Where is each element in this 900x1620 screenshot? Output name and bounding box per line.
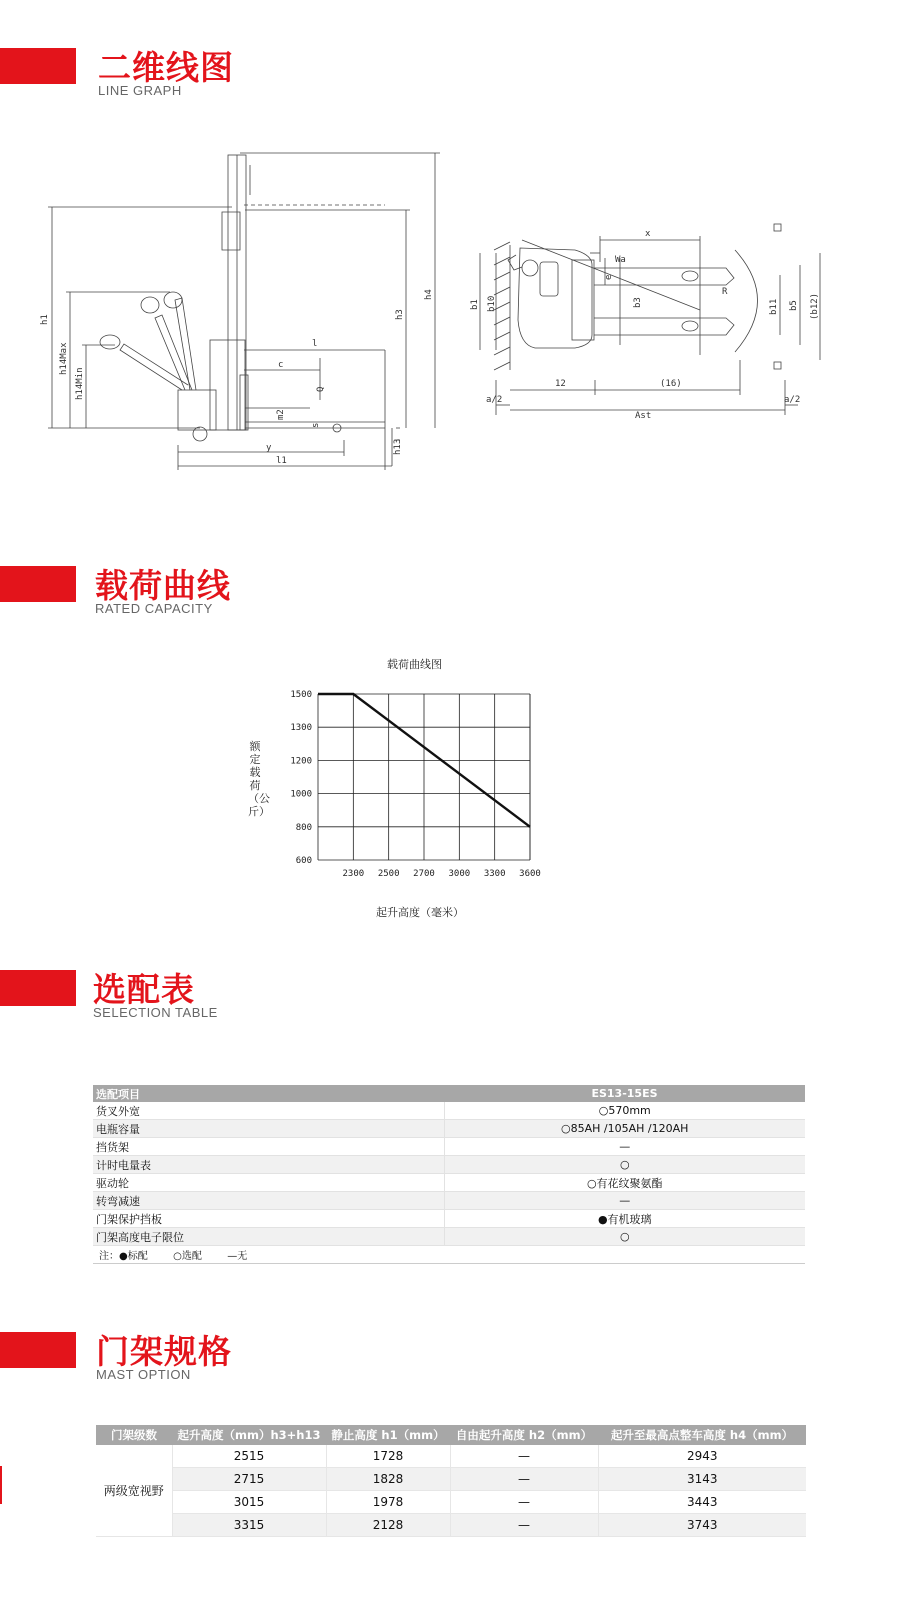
section-subtitle-rated-capacity: RATED CAPACITY — [95, 601, 213, 616]
selection-table — [93, 1085, 805, 1264]
option-name: 门架保护挡板 — [93, 1210, 444, 1228]
y-tick-label: 800 — [295, 822, 312, 833]
y-tick-label: 1300 — [290, 723, 312, 734]
dim-label: b5 — [789, 300, 799, 311]
chart-y-axis-label: 额定载荷（公斤） — [248, 740, 270, 818]
table-row — [93, 1174, 805, 1192]
section-marker — [0, 1332, 76, 1368]
option-value: ○ — [444, 1156, 805, 1174]
table-header-row — [93, 1085, 805, 1102]
table-cell: 3015 — [172, 1491, 326, 1514]
table-cell: — — [450, 1445, 598, 1468]
dim-label: h14Min — [75, 367, 85, 400]
column-header: 起升至最高点整车高度 h4（mm） — [598, 1425, 806, 1445]
option-value: ●有机玻璃 — [444, 1210, 805, 1228]
column-header: 起升高度（mm）h3+h13 — [172, 1425, 326, 1445]
x-tick-label: 3300 — [483, 869, 506, 879]
table-row — [96, 1514, 806, 1537]
dim-label: b10 — [487, 295, 497, 312]
section-title-line-graph: 二维线图 — [98, 48, 234, 87]
option-value: — — [444, 1192, 805, 1210]
dim-label: a/2 — [486, 395, 503, 405]
column-header: 选配项目 — [93, 1085, 444, 1102]
legend-note-row — [93, 1246, 805, 1264]
option-value: ○有花纹聚氨酯 — [444, 1174, 805, 1192]
section-subtitle-selection-table: SELECTION TABLE — [93, 1005, 218, 1020]
dim-label: h13 — [393, 438, 403, 455]
dim-label: a/2 — [784, 395, 801, 405]
table-cell: — — [450, 1491, 598, 1514]
x-tick-label: 2300 — [342, 869, 365, 879]
dim-label: m2 — [276, 409, 286, 420]
option-value: ○85AH /105AH /120AH — [444, 1120, 805, 1138]
table-cell: 3443 — [598, 1491, 806, 1514]
mast-type-cell: 两级宽视野 — [96, 1445, 172, 1537]
table-cell: — — [450, 1514, 598, 1537]
table-cell: 2128 — [326, 1514, 450, 1537]
section-title-selection-table: 选配表 — [93, 970, 195, 1009]
dim-label: h3 — [395, 309, 405, 320]
table-cell: 2943 — [598, 1445, 806, 1468]
dim-label: Ast — [635, 411, 652, 421]
table-row — [96, 1445, 806, 1468]
mast-option-table — [96, 1425, 806, 1537]
dim-label: Q — [316, 386, 326, 392]
dim-label: l — [312, 339, 318, 349]
section-subtitle-line-graph: LINE GRAPH — [98, 83, 182, 98]
dim-label: (b12) — [810, 292, 820, 320]
table-row — [93, 1228, 805, 1246]
dim-label: y — [266, 443, 272, 453]
section-subtitle-mast-option: MAST OPTION — [96, 1367, 191, 1382]
x-tick-label: 3000 — [448, 869, 471, 879]
table-cell: 3743 — [598, 1514, 806, 1537]
table-row — [93, 1210, 805, 1228]
option-name: 电瓶容量 — [93, 1120, 444, 1138]
dim-label: (16) — [660, 379, 682, 389]
dim-label: h1 — [40, 314, 50, 325]
table-cell: 1978 — [326, 1491, 450, 1514]
dim-label: c — [278, 360, 284, 370]
table-cell: 2715 — [172, 1468, 326, 1491]
option-name: 计时电量表 — [93, 1156, 444, 1174]
section-title-mast-option: 门架规格 — [96, 1332, 232, 1371]
table-cell: 1828 — [326, 1468, 450, 1491]
dim-label: h4 — [424, 289, 434, 300]
x-tick-label: 2700 — [413, 869, 435, 879]
top-view-drawing — [470, 224, 820, 421]
dim-label: h14Max — [59, 342, 69, 375]
table-cell: 3315 — [172, 1514, 326, 1537]
option-value: ○ — [444, 1228, 805, 1246]
dim-label: b11 — [769, 298, 779, 315]
option-value: — — [444, 1138, 805, 1156]
table-cell: — — [450, 1468, 598, 1491]
table-row — [93, 1120, 805, 1138]
load-capacity-chart — [280, 680, 550, 890]
dim-label: l1 — [276, 456, 287, 466]
dim-label: R — [722, 287, 728, 297]
x-tick-label: 2500 — [377, 869, 400, 879]
dim-label: x — [645, 229, 651, 239]
chart-title: 载荷曲线图 — [387, 658, 442, 671]
column-header: ES13-15ES — [444, 1085, 805, 1102]
dim-label: s — [311, 422, 321, 428]
page-edge-accent — [0, 1466, 2, 1504]
dim-label: 12 — [555, 379, 566, 389]
dim-label: b3 — [633, 297, 643, 308]
option-name: 驱动轮 — [93, 1174, 444, 1192]
section-marker — [0, 566, 76, 602]
section-title-rated-capacity: 载荷曲线 — [95, 566, 231, 605]
table-row — [93, 1102, 805, 1120]
y-tick-label: 600 — [295, 856, 312, 866]
dim-label: b1 — [470, 299, 480, 310]
dim-label: e — [604, 274, 614, 280]
table-cell: 3143 — [598, 1468, 806, 1491]
x-tick-label: 3600 — [519, 869, 541, 879]
y-tick-label: 1500 — [290, 690, 312, 700]
option-name: 转弯减速 — [93, 1192, 444, 1210]
option-name: 门架高度电子限位 — [93, 1228, 444, 1246]
chart-x-axis-label: 起升高度（毫米） — [376, 906, 464, 919]
table-row — [96, 1468, 806, 1491]
table-row — [93, 1192, 805, 1210]
option-name: 挡货架 — [93, 1138, 444, 1156]
column-header: 自由起升高度 h2（mm） — [450, 1425, 598, 1445]
table-cell: 1728 — [326, 1445, 450, 1468]
section-marker — [0, 970, 76, 1006]
table-header-row — [96, 1425, 806, 1445]
column-header: 静止高度 h1（mm） — [326, 1425, 450, 1445]
column-header: 门架级数 — [96, 1425, 172, 1445]
legend-note: 注：●标配 ○选配 —无 — [93, 1246, 805, 1264]
option-name: 货叉外宽 — [93, 1102, 444, 1120]
table-row — [93, 1138, 805, 1156]
table-row — [96, 1491, 806, 1514]
option-value: ○570mm — [444, 1102, 805, 1120]
table-row — [93, 1156, 805, 1174]
dim-label: Wa — [615, 255, 626, 265]
side-view-drawing — [0, 0, 900, 500]
y-tick-label: 1000 — [290, 789, 312, 800]
table-cell: 2515 — [172, 1445, 326, 1468]
y-tick-label: 1200 — [290, 756, 312, 767]
